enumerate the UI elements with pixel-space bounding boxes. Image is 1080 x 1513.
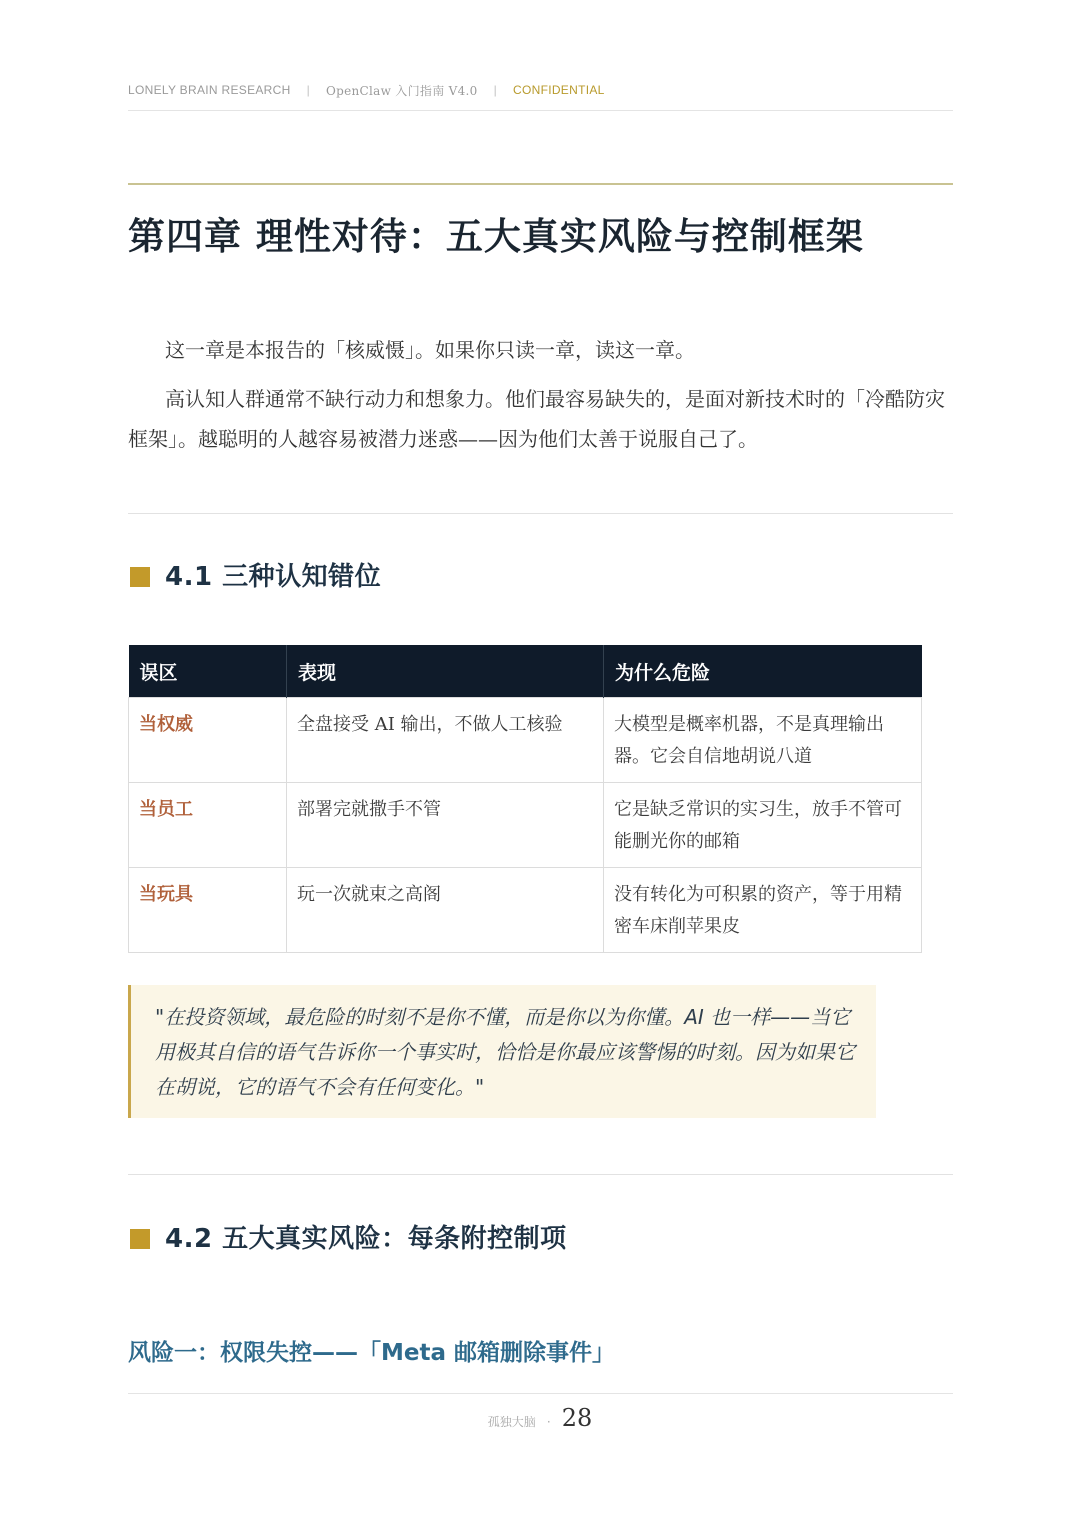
- danger-cell: 没有转化为可积累的资产，等于用精密车床削苹果皮: [604, 868, 922, 953]
- table-row: [129, 698, 922, 783]
- pull-quote: "在投资领域，最危险的时刻不是你不懂，而是你以为你懂。AI 也一样——当它用极其自信的语气告诉你一个事实时，恰恰是你最应该警惕的时刻。因为如果它在胡说，它的语气不会有任何变化。": [128, 985, 876, 1118]
- header-org: LONELY BRAIN RESEARCH: [128, 83, 291, 97]
- risk-subheading: 风险一：权限失控——「Meta 邮箱删除事件」: [128, 1340, 616, 1366]
- page-number: 28: [561, 1404, 593, 1432]
- misconception-cell: 当权威: [129, 698, 287, 783]
- danger-cell: 它是缺乏常识的实习生，放手不管可能删光你的邮箱: [604, 783, 922, 868]
- behavior-cell: 部署完就撒手不管: [287, 783, 604, 868]
- section-heading-4-1: [130, 556, 381, 593]
- misconception-cell: 当员工: [129, 783, 287, 868]
- header-confidential-label: CONFIDENTIAL: [513, 83, 605, 97]
- header-separator: |: [493, 83, 497, 97]
- section-marker-icon: [130, 1229, 150, 1249]
- intro-paragraph: 高认知人群通常不缺行动力和想象力。他们最容易缺失的，是面对新技术时的「冷酷防灾框架」。越聪明的人越容易被潜力迷惑——因为他们太善于说服自己了。: [128, 387, 945, 451]
- header-divider: [128, 110, 953, 111]
- section-heading-text: 4.2 五大真实风险：每条附控制项: [165, 1224, 567, 1254]
- behavior-cell: 玩一次就束之高阁: [287, 868, 604, 953]
- danger-cell: 大模型是概率机器，不是真理输出器。它会自信地胡说八道: [604, 698, 922, 783]
- chapter-title: 第四章 理性对待：五大真实风险与控制框架: [128, 215, 864, 258]
- footer-separator: ·: [546, 1415, 551, 1429]
- footer-divider: [128, 1393, 953, 1394]
- section-marker-icon: [130, 567, 150, 587]
- intro-paragraph: 这一章是本报告的「核威慑」。如果你只读一章，读这一章。: [165, 338, 695, 362]
- table-header-cell: 误区: [129, 645, 287, 698]
- table-row: [129, 868, 922, 953]
- section-divider: [128, 513, 953, 514]
- table-header-cell: 为什么危险: [604, 645, 922, 698]
- table-header-cell: 表现: [287, 645, 604, 698]
- section-divider: [128, 1174, 953, 1175]
- misconception-cell: 当玩具: [129, 868, 287, 953]
- header-guide-title: OpenClaw 入门指南 V4.0: [326, 83, 478, 98]
- chapter-divider: [128, 183, 953, 185]
- section-heading-text: 4.1 三种认知错位: [165, 562, 382, 592]
- running-header: [128, 80, 953, 100]
- footer-brand: 孤独大脑: [487, 1415, 536, 1429]
- table-header-row: [129, 645, 922, 698]
- section-heading-4-2: [130, 1218, 567, 1255]
- header-separator: |: [306, 83, 310, 97]
- misconceptions-table: [128, 645, 922, 953]
- table-row: [129, 783, 922, 868]
- behavior-cell: 全盘接受 AI 输出，不做人工核验: [287, 698, 604, 783]
- page-footer: [0, 1404, 1080, 1432]
